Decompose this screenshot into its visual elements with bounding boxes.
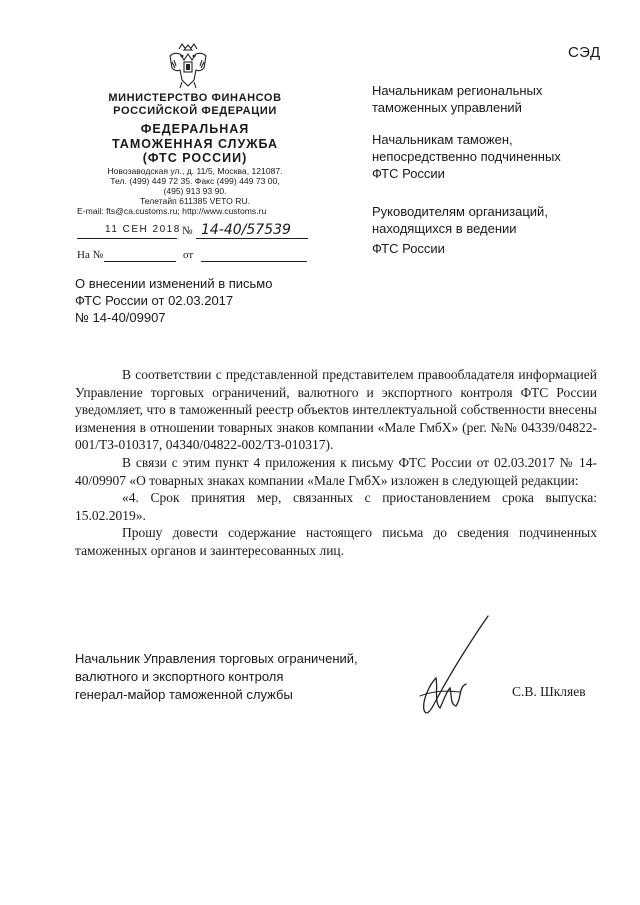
letter-subject xyxy=(75,275,272,326)
recipient-line: Начальникам таможен, xyxy=(372,132,513,147)
address-line3: (495) 913 93 90. xyxy=(163,186,227,196)
reply-number-line xyxy=(104,261,176,262)
signatory-line1: Начальник Управления торговых ограничений, xyxy=(75,651,358,666)
reply-from-label: от xyxy=(183,249,194,261)
ministry-heading xyxy=(78,92,312,118)
registration-number: 14-40/57539 xyxy=(201,222,291,238)
signatory-title xyxy=(75,650,358,704)
sed-mark: СЭД xyxy=(568,44,601,61)
agency-line2: ТАМОЖЕННАЯ СЛУЖБА xyxy=(111,136,279,151)
coat-of-arms-emblem xyxy=(166,40,210,90)
recipient-line: находящихся в ведении xyxy=(372,221,517,236)
signatory-line3: генерал-майор таможенной службы xyxy=(75,687,293,702)
recipient-line: ФТС России xyxy=(372,241,445,256)
subject-line3: № 14-40/09907 xyxy=(75,310,166,325)
recipient-line: Руководителям организаций, xyxy=(372,204,548,219)
agency-line1: ФЕДЕРАЛЬНАЯ xyxy=(140,122,250,136)
recipient-line: ФТС России xyxy=(372,166,445,181)
recipient-group-customs xyxy=(372,131,561,182)
subject-line1: О внесении изменений в письмо xyxy=(75,276,273,291)
handwritten-signature xyxy=(400,612,500,722)
ministry-line1: МИНИСТЕРСТВО ФИНАНСОВ xyxy=(108,92,282,104)
body-paragraph-1: В соответствии с представленной представителем правообладателя информацией Управление торговых ограничений, валютного и экспортного контроля ФТС России уведомляет, что в таможенный реестр объектов интеллектуальной собственности внесены изменения в отношении товарных знаков компании «Мале ГмбХ» (рег. №№ 04339/04822-001/ТЗ-010317, 04340/04822-002/ТЗ-010317). xyxy=(75,367,597,453)
ministry-line2: РОССИЙСКОЙ ФЕДЕРАЦИИ xyxy=(113,105,277,117)
reply-date-line xyxy=(201,261,307,262)
recipient-group-regional xyxy=(372,82,542,116)
address-line2: Тел. (499) 449 72 35. Факс (499) 449 73 00, xyxy=(110,176,280,186)
signatory-line2: валютного и экспортного контроля xyxy=(75,669,284,684)
agency-address xyxy=(78,166,312,206)
address-line4: Телетайп 611385 VETO RU. xyxy=(139,196,251,206)
body-paragraph-3: «4. Срок принятия мер, связанных с приостановлением срока выпуска: 15.02.2019». xyxy=(75,490,597,523)
signatory-name: С.В. Шкляев xyxy=(512,684,586,699)
agency-email: E-mail: fts@ca.customs.ru; http://www.customs.ru xyxy=(77,206,267,216)
date-underline xyxy=(77,238,177,239)
body-paragraph-4: Прошу довести содержание настоящего письма до сведения подчиненных таможенных органов и заинтересованных лиц. xyxy=(75,525,597,558)
agency-heading xyxy=(78,122,312,166)
registration-date: 11 СЕН 2018 xyxy=(105,224,181,235)
number-label: № xyxy=(182,225,193,237)
subject-line2: ФТС России от 02.03.2017 xyxy=(75,293,234,308)
agency-line3: (ФТС РОССИИ) xyxy=(142,151,248,165)
body-paragraph-2: В связи с этим пункт 4 приложения к письму ФТС России от 02.03.2017 № 14-40/09907 «О товарных знаках компании «Мале ГмбХ» изложен в следующей редакции: xyxy=(75,454,597,488)
recipient-line: непосредственно подчиненных xyxy=(372,149,561,164)
reply-to-label: На № xyxy=(77,249,104,261)
recipient-group-organizations xyxy=(372,203,548,257)
number-underline xyxy=(196,238,308,239)
recipient-line: Начальникам региональных xyxy=(372,83,543,98)
letter-body xyxy=(75,366,597,560)
recipient-line: таможенных управлений xyxy=(372,100,522,115)
address-line1: Новозаводская ул., д. 11/5, Москва, 121087. xyxy=(107,166,283,176)
